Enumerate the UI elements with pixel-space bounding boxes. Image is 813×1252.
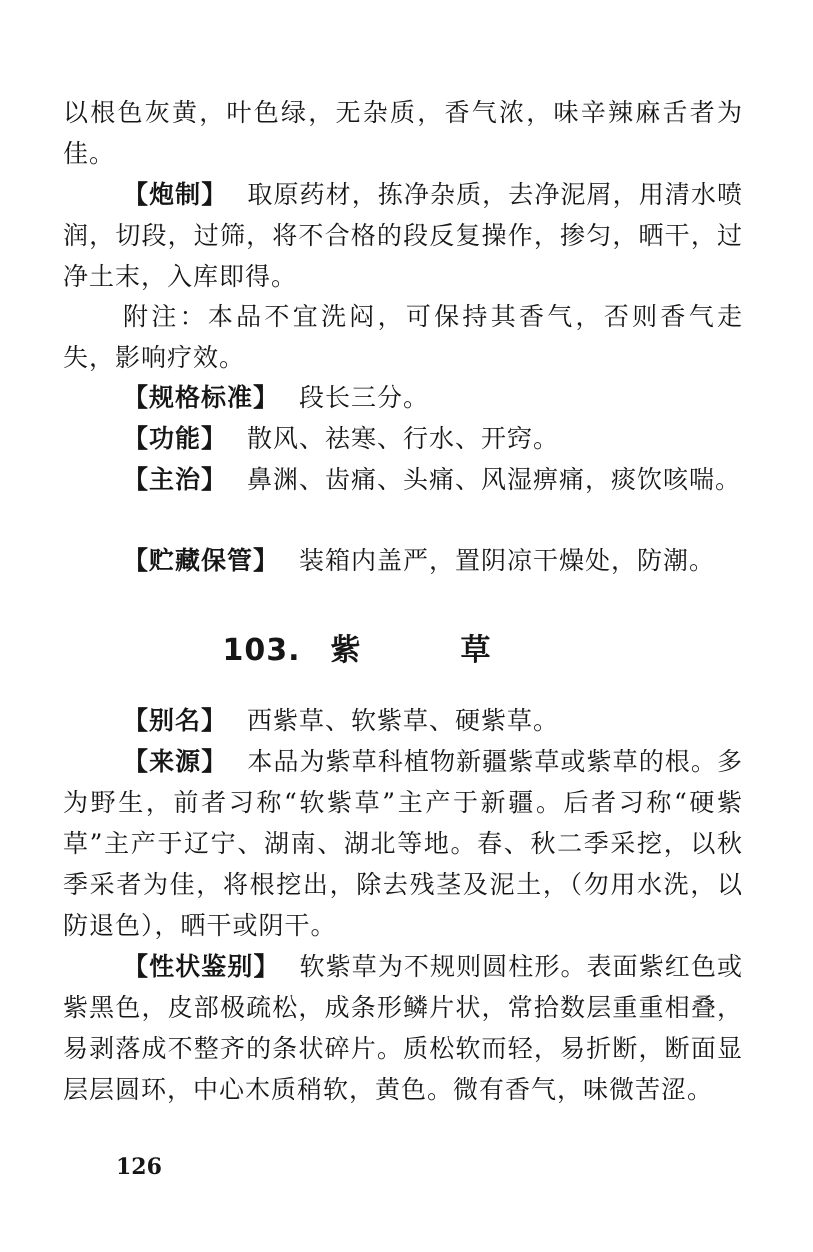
function-label: 【功能】 xyxy=(123,424,228,453)
standard-text: 段长三分。 xyxy=(299,383,430,412)
function-section xyxy=(63,418,743,459)
alias-label: 【别名】 xyxy=(123,706,228,735)
source-section xyxy=(63,741,743,946)
indication-label: 【主治】 xyxy=(123,465,228,494)
storage-section xyxy=(63,540,743,581)
note-text: 附注：本品不宜洗闷，可保持其香气，否则香气走失，影响疗效。 xyxy=(63,302,743,372)
source-label: 【来源】 xyxy=(123,747,228,776)
standard-label: 【规格标准】 xyxy=(123,383,280,412)
continuation-text: 以根色灰黄，叶色绿，无杂质，香气浓，味辛辣麻舌者为佳。 xyxy=(63,98,743,168)
function-text: 散风、祛寒、行水、开窍。 xyxy=(247,424,560,453)
page-number: 126 xyxy=(116,1154,162,1180)
storage-label: 【贮藏保管】 xyxy=(123,546,280,575)
storage-text: 装箱内盖严，置阴凉干燥处，防潮。 xyxy=(299,546,716,575)
continuation-paragraph xyxy=(63,92,743,174)
processing-label: 【炮制】 xyxy=(123,180,228,209)
entry-number: 103. xyxy=(222,633,301,668)
indication-text: 鼻渊、齿痛、头痛、风湿痹痛，痰饮咳喘。 xyxy=(247,465,742,494)
alias-section xyxy=(63,700,743,741)
identification-section xyxy=(63,946,743,1110)
identification-label: 【性状鉴别】 xyxy=(123,952,280,981)
note-paragraph xyxy=(63,296,743,378)
processing-text: 取原药材，拣净杂质，去净泥屑，用清水喷润，切段，过筛，将不合格的段反复操作，掺匀，晒干，过净土末，入库即得。 xyxy=(63,180,743,291)
entry-name: 紫草 xyxy=(330,633,591,668)
source-text: 本品为紫草科植物新疆紫草或紫草的根。多为野生，前者习称“软紫草”主产于新疆。后者习称“硬紫草”主产于辽宁、湖南、湖北等地。春、秋二季采挖，以秋季采者为佳，将根挖出，除去残茎及泥土，（勿用水洗，以防退色），晒干或阴干。 xyxy=(63,747,743,940)
entry-heading xyxy=(0,625,813,669)
alias-text: 西紫草、软紫草、硬紫草。 xyxy=(247,706,560,735)
identification-text: 软紫草为不规则圆柱形。表面紫红色或紫黑色，皮部极疏松，成条形鳞片状，常拾数层重重相叠，易剥落成不整齐的条状碎片。质松软而轻，易折断，断面显层层圆环，中心木质稍软，黄色。微有香气，味微苦涩。 xyxy=(63,952,743,1104)
indication-section xyxy=(63,459,743,500)
standard-section xyxy=(63,377,743,418)
processing-section xyxy=(63,174,743,297)
